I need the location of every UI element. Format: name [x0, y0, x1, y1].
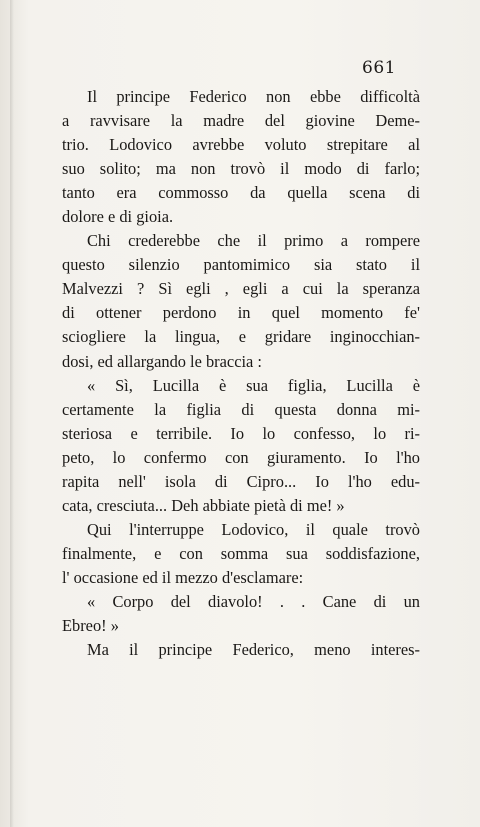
body-text: [62, 85, 420, 662]
text-line: peto, lo confermo con giuramento. Io l'ho: [62, 447, 420, 467]
text-line: Qui l'interruppe Lodovico, il quale trovò: [87, 519, 420, 539]
text-line: questo silenzio pantomimico sia stato il: [62, 255, 420, 275]
text-line: dolore e di gioia.: [62, 207, 174, 227]
page-number: 661: [362, 58, 396, 78]
text-line: l' occasione ed il mezzo d'esclamare:: [62, 567, 304, 587]
text-line: trio. Lodovico avrebbe voluto strepitare al: [62, 135, 420, 155]
text-line: Il principe Federico non ebbe difficoltà: [87, 87, 420, 106]
text-line: sciogliere la lingua, e gridare inginocchian-: [62, 327, 420, 347]
page-gutter-shadow: [10, 0, 14, 827]
text-line: Malvezzi ? Sì egli , egli a cui la speranza: [62, 279, 420, 299]
text-line: steriosa e terribile. Io lo confesso, lo ri-: [62, 423, 420, 443]
text-line: certamente la figlia di questa donna mi-: [62, 399, 420, 419]
text-line: rapita nell' isola di Cipro... Io l'ho edu-: [62, 471, 420, 491]
text-line: dosi, ed allargando le braccia :: [62, 351, 262, 371]
text-line: a ravvisare la madre del giovine Deme-: [62, 111, 420, 131]
text-line: tanto era commosso da quella scena di: [62, 183, 420, 203]
text-line: Chi crederebbe che il primo a rompere: [87, 231, 420, 251]
text-line: Ma il principe Federico, meno interes-: [87, 640, 420, 660]
text-line: finalmente, e con somma sua soddisfazione,: [62, 543, 420, 563]
text-line: di ottener perdono in quel momento fe': [62, 303, 420, 323]
text-line: cata, cresciuta... Deh abbiate pietà di me! »: [62, 495, 345, 515]
text-line: suo solito; ma non trovò il modo di farlo;: [62, 159, 420, 179]
text-line: « Corpo del diavolo! . . Cane di un: [87, 591, 420, 611]
text-line: Ebreo! »: [62, 616, 119, 636]
text-line: « Sì, Lucilla è sua figlia, Lucilla è: [87, 375, 420, 395]
